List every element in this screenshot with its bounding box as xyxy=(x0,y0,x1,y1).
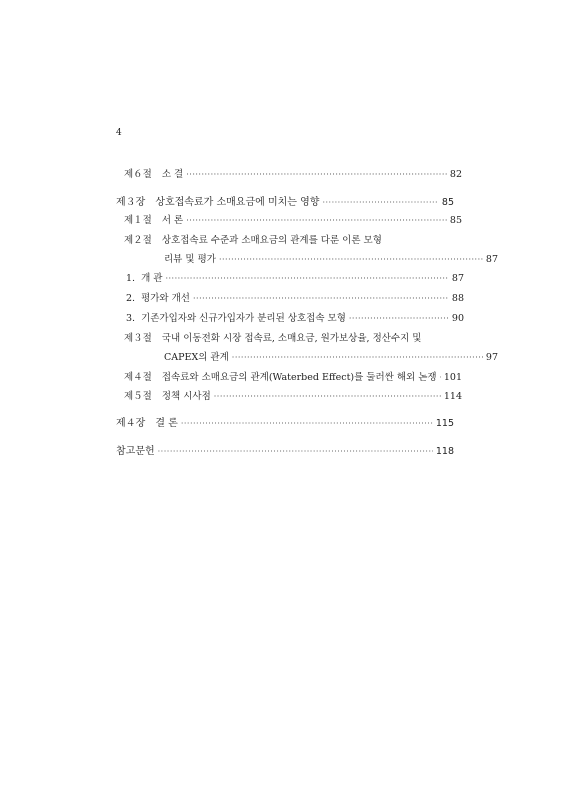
toc-entry-item-1[interactable] xyxy=(116,270,464,284)
toc-entry-title: 개 관 xyxy=(141,273,163,284)
toc-entry-number: 제４절 xyxy=(124,372,152,383)
toc-entry-item-2[interactable] xyxy=(116,290,464,304)
toc-entry-section-6[interactable] xyxy=(116,166,462,180)
toc-entry-page: 87 xyxy=(485,254,498,265)
toc-entry-section-2-continued[interactable] xyxy=(116,251,498,265)
toc-entry-page: 87 xyxy=(451,273,464,284)
toc-entry-title: 서 론 xyxy=(161,215,184,226)
toc-entry-title: 리뷰 및 평가 xyxy=(164,254,216,265)
dot-leader xyxy=(193,294,449,303)
toc-entry-number: 제１절 xyxy=(124,215,152,226)
dot-leader xyxy=(165,274,448,283)
toc-entry-page: 101 xyxy=(443,372,462,383)
toc-entry-number: 2. xyxy=(126,293,136,304)
toc-entry-page: 114 xyxy=(443,391,462,402)
toc-entry-number: 제３장 xyxy=(116,197,146,208)
toc-entry-number: 제４장 xyxy=(116,418,146,429)
toc-entry-page: 88 xyxy=(451,293,464,304)
dot-leader xyxy=(186,216,447,225)
dot-leader xyxy=(219,255,483,264)
toc-entry-page: 97 xyxy=(485,352,498,363)
toc-entry-title: 소 결 xyxy=(161,169,184,180)
toc-entry-item-3[interactable] xyxy=(116,310,464,324)
toc-entry-section-2[interactable] xyxy=(116,232,462,246)
toc-entry-title: 접속료와 소매요금의 관계(Waterbed Effect)를 둘러싼 해외 논쟁 xyxy=(161,372,437,383)
dot-leader xyxy=(232,353,483,362)
toc-entry-section-1[interactable] xyxy=(116,212,462,226)
toc-entry-title: 국내 이동전화 시장 접속료, 소매요금, 원가보상율, 정산수지 및 xyxy=(161,333,422,344)
toc-entry-chapter-4[interactable] xyxy=(116,414,454,428)
toc-entry-chapter-3[interactable] xyxy=(116,193,454,207)
page-number: 4 xyxy=(116,128,122,138)
toc-entry-section-5[interactable] xyxy=(116,388,462,402)
toc-entry-title: 기존가입자와 신규가입자가 분리된 상호접속 모형 xyxy=(141,313,346,324)
toc-entry-section-4[interactable] xyxy=(116,369,462,383)
toc-entry-page: 85 xyxy=(449,215,462,226)
dot-leader xyxy=(186,170,447,179)
toc-entry-title: CAPEX의 관계 xyxy=(164,352,229,363)
dot-leader xyxy=(440,373,441,382)
dot-leader xyxy=(158,447,433,456)
toc-entry-title: 결 론 xyxy=(155,418,178,429)
toc-entry-number: 1. xyxy=(126,273,136,284)
toc-entry-title: 평가와 개선 xyxy=(141,293,190,304)
toc-entry-number: 제６절 xyxy=(124,169,152,180)
toc-entry-number: 제３절 xyxy=(124,333,152,344)
dot-leader xyxy=(322,198,438,207)
dot-leader xyxy=(349,314,449,323)
toc-entry-number: 3. xyxy=(126,313,136,324)
toc-entry-title: 상호접속료 수준과 소매요금의 관계를 다룬 이론 모형 xyxy=(161,235,382,246)
toc-entry-title: 참고문헌 xyxy=(116,446,155,457)
toc-entry-title: 상호접속료가 소매요금에 미치는 영향 xyxy=(155,197,320,208)
toc-entry-section-3-continued[interactable] xyxy=(116,349,498,363)
toc-entry-number: 제２절 xyxy=(124,235,152,246)
toc-entry-section-3[interactable] xyxy=(116,330,462,344)
toc-entry-page: 118 xyxy=(435,446,454,457)
toc-entry-references[interactable] xyxy=(116,442,454,456)
toc-entry-number: 제５절 xyxy=(124,391,152,402)
dot-leader xyxy=(181,419,433,428)
toc-entry-title: 정책 시사점 xyxy=(161,391,211,402)
toc-entry-page: 82 xyxy=(449,169,462,180)
toc-entry-page: 85 xyxy=(441,197,454,208)
toc-entry-page: 90 xyxy=(451,313,464,324)
toc-entry-page: 115 xyxy=(435,418,454,429)
dot-leader xyxy=(214,392,441,401)
